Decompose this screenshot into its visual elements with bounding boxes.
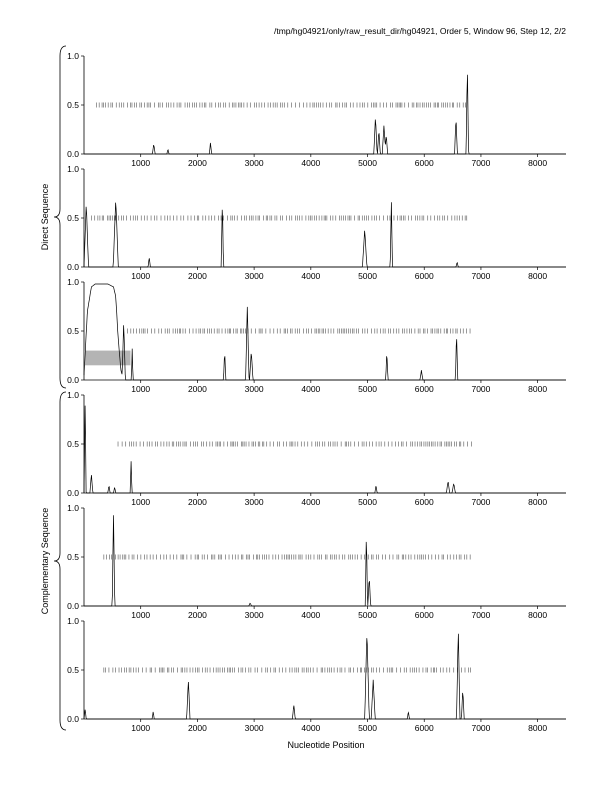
x-tick-label: 1000 bbox=[131, 384, 151, 394]
y-tick-label: 0.0 bbox=[67, 149, 79, 159]
x-tick-label: 3000 bbox=[244, 497, 264, 507]
x-tick-label: 3000 bbox=[244, 384, 264, 394]
x-tick-label: 1000 bbox=[131, 271, 151, 281]
y-tick-label: 1.0 bbox=[67, 503, 79, 513]
x-tick-label: 8000 bbox=[528, 384, 548, 394]
panel-5 bbox=[67, 503, 566, 620]
x-tick-label: 8000 bbox=[528, 158, 548, 168]
x-tick-label: 2000 bbox=[187, 271, 207, 281]
x-tick-label: 7000 bbox=[471, 158, 491, 168]
x-tick-label: 8000 bbox=[528, 497, 548, 507]
x-tick-label: 5000 bbox=[358, 497, 377, 507]
y-tick-label: 0.0 bbox=[67, 488, 79, 498]
figure-title: /tmp/hg04921/only/raw_result_dir/hg04921, Order 5, Window 96, Step 12, 2/2 bbox=[273, 26, 566, 36]
panel-4 bbox=[67, 390, 566, 507]
x-tick-label: 7000 bbox=[471, 723, 491, 733]
x-tick-label: 3000 bbox=[244, 158, 264, 168]
x-tick-label: 2000 bbox=[187, 497, 207, 507]
y-tick-label: 0.5 bbox=[67, 665, 79, 675]
x-tick-label: 1000 bbox=[131, 610, 151, 620]
y-tick-label: 0.0 bbox=[67, 262, 79, 272]
y-tick-label: 0.5 bbox=[67, 326, 79, 336]
panel-3 bbox=[67, 277, 566, 394]
x-tick-label: 1000 bbox=[131, 723, 151, 733]
x-tick-label: 4000 bbox=[301, 723, 321, 733]
x-tick-label: 4000 bbox=[301, 497, 321, 507]
x-tick-label: 2000 bbox=[187, 158, 207, 168]
x-tick-label: 7000 bbox=[471, 497, 491, 507]
y-tick-label: 0.5 bbox=[67, 552, 79, 562]
x-tick-label: 4000 bbox=[301, 384, 321, 394]
y-tick-label: 1.0 bbox=[67, 164, 79, 174]
y-tick-label: 0.5 bbox=[67, 213, 79, 223]
y-tick-label: 1.0 bbox=[67, 51, 79, 61]
x-tick-label: 2000 bbox=[187, 723, 207, 733]
x-tick-label: 6000 bbox=[414, 723, 434, 733]
x-tick-label: 3000 bbox=[244, 723, 264, 733]
y-tick-label: 0.5 bbox=[67, 439, 79, 449]
group-label-complementary: Complementary Sequence bbox=[40, 507, 50, 615]
x-tick-label: 6000 bbox=[414, 497, 434, 507]
signal-line bbox=[84, 284, 566, 380]
group-bracket-direct bbox=[40, 46, 66, 388]
y-tick-label: 0.0 bbox=[67, 375, 79, 385]
y-tick-label: 0.0 bbox=[67, 601, 79, 611]
x-tick-label: 3000 bbox=[244, 271, 264, 281]
x-tick-label: 7000 bbox=[471, 271, 491, 281]
y-tick-label: 0.0 bbox=[67, 714, 79, 724]
x-tick-label: 2000 bbox=[187, 610, 207, 620]
group-brace-complementary bbox=[54, 392, 66, 730]
y-tick-label: 1.0 bbox=[67, 277, 79, 287]
signal-line bbox=[84, 75, 566, 154]
x-tick-label: 5000 bbox=[358, 610, 377, 620]
y-tick-label: 1.0 bbox=[67, 616, 79, 626]
x-tick-label: 5000 bbox=[358, 271, 377, 281]
x-tick-label: 3000 bbox=[244, 610, 264, 620]
x-tick-label: 1000 bbox=[131, 497, 151, 507]
x-tick-label: 5000 bbox=[358, 158, 377, 168]
signal-line bbox=[84, 515, 566, 606]
panels-group bbox=[67, 51, 566, 733]
x-tick-label: 8000 bbox=[528, 271, 548, 281]
x-tick-label: 6000 bbox=[414, 610, 434, 620]
panel-1 bbox=[67, 51, 566, 168]
y-tick-label: 1.0 bbox=[67, 390, 79, 400]
x-tick-label: 1000 bbox=[131, 158, 151, 168]
shaded-region bbox=[84, 351, 130, 366]
x-tick-label: 7000 bbox=[471, 610, 491, 620]
x-axis-title: Nucleotide Position bbox=[287, 740, 365, 750]
x-tick-label: 4000 bbox=[301, 158, 321, 168]
signal-line bbox=[84, 634, 566, 719]
x-tick-label: 5000 bbox=[358, 384, 377, 394]
x-tick-label: 7000 bbox=[471, 384, 491, 394]
x-tick-label: 5000 bbox=[358, 723, 377, 733]
group-bracket-complementary bbox=[40, 392, 66, 730]
x-tick-label: 4000 bbox=[301, 271, 321, 281]
panel-6 bbox=[67, 616, 566, 733]
group-brace-direct bbox=[54, 46, 66, 388]
x-tick-label: 4000 bbox=[301, 610, 321, 620]
x-tick-label: 2000 bbox=[187, 384, 207, 394]
y-tick-label: 0.5 bbox=[67, 100, 79, 110]
x-tick-label: 8000 bbox=[528, 723, 548, 733]
signal-line bbox=[84, 406, 566, 493]
panel-2 bbox=[67, 164, 566, 281]
signal-line bbox=[84, 202, 566, 267]
x-tick-label: 6000 bbox=[414, 384, 434, 394]
x-tick-label: 6000 bbox=[414, 271, 434, 281]
x-tick-label: 6000 bbox=[414, 158, 434, 168]
x-tick-label: 8000 bbox=[528, 610, 548, 620]
group-label-direct: Direct Sequence bbox=[40, 183, 50, 251]
